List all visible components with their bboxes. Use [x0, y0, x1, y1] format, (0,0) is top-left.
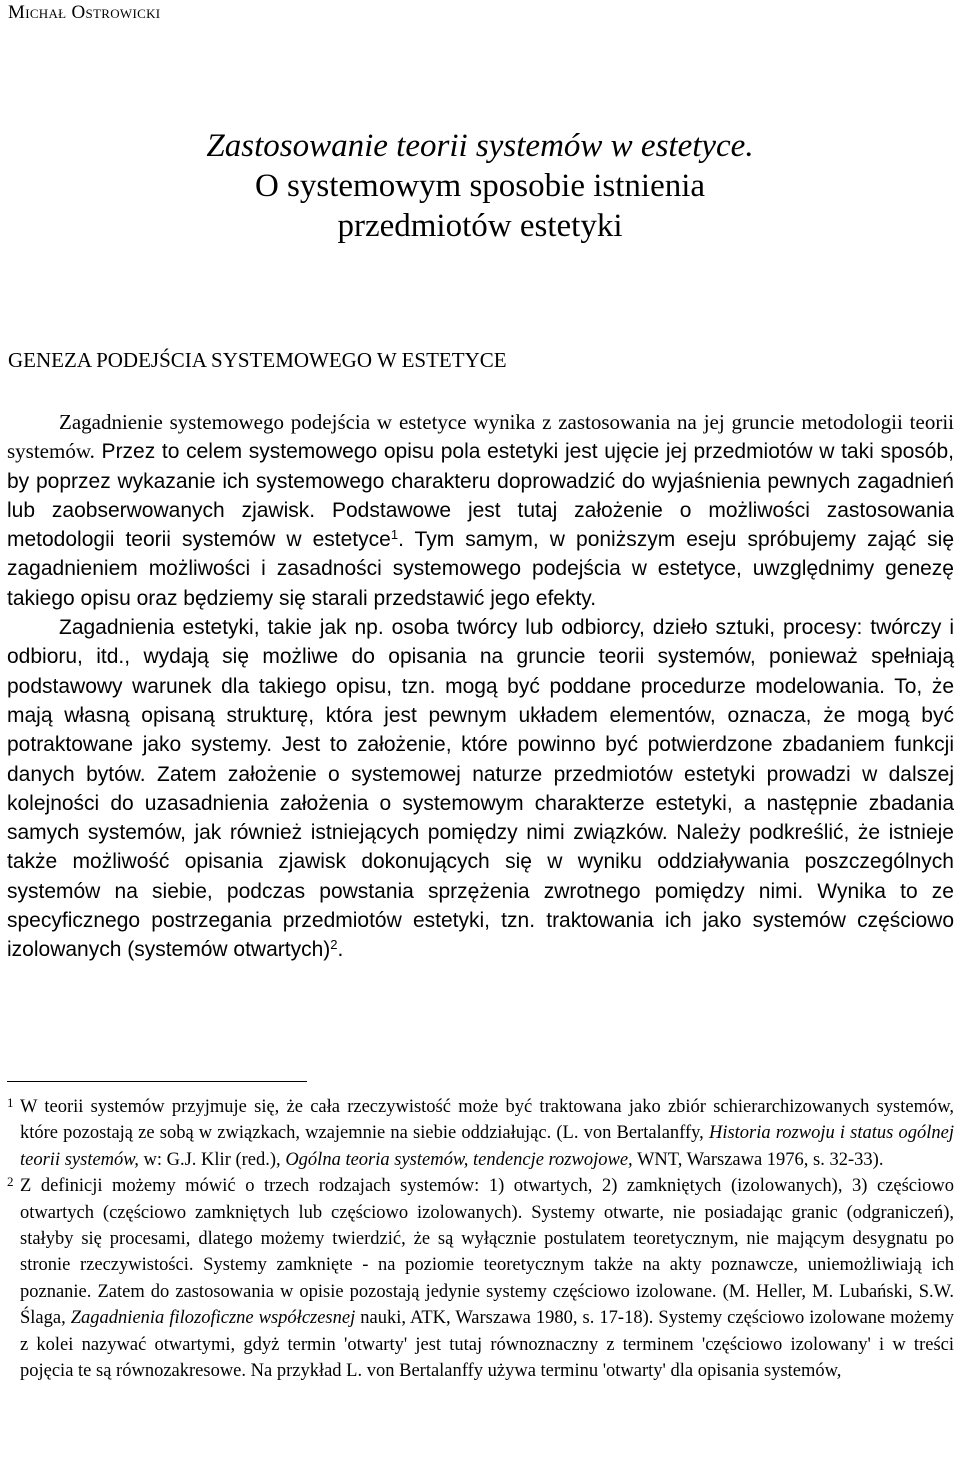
- body-text: [7, 408, 954, 965]
- article-title: [0, 126, 960, 246]
- footnote-ref-2[interactable]: 2: [330, 937, 338, 953]
- section-heading: GENEZA PODEJŚCIA SYSTEMOWEGO W ESTETYCE: [8, 348, 507, 372]
- paragraph-2-text: Zagadnienia estetyki, takie jak np. osoba twórcy lub odbiorcy, dzieło sztuki, procesy: twórczy i odbioru, itd., wydają się możliwe do opisania na gruncie teorii systemów, ponieważ spełniają podstawowy warunek dla takiego opisu, tzn. mogą być poddane procedurze modelowania. To, że mają własną opisaną strukturę, która jest pewnym układem elementów, oznacza, że mogą być potraktowane jako systemy. Jest to założenie, które powinno być potwierdzone zbadaniem funkcji danych bytów. Zatem założenie o systemowej naturze przedmiotów estetyki prowadzi w dalszej kolejności do uzasadnienia założenia o systemowym charakterze estetyki, a następnie zbadania samych systemów, jak również istniejących pomiędzy nimi związków. Należy podkreślić, że istnieje także możliwość opisania zjawisk dokonujących się w wyniku oddziaływania poszczególnych systemów na siebie, podczas powstania sprzężenia zwrotnego pomiędzy nimi. Wynika to ze specyficznego postrzegania przedmiotów estetyki, tzn. traktowania ich jako systemów częściowo izolowanych (systemów otwartych): [7, 616, 954, 962]
- paragraph-1-text: Przez to celem systemowego opisu pola estetyki jest ujęcie jej przedmiotów w taki sposób, by poprzez wykazanie ich systemowego charakteru doprowadzić do wyjaśnienia pewnych zagadnień lub zaobserwowanych zjawisk. Podstawowe jest tutaj założenie o możliwości zastosowania metodologii teorii systemów w estetyce: [7, 440, 954, 552]
- footnote-2-title: Zagadnienia filozoficzne współczesnej: [70, 1308, 356, 1329]
- title-line-1: Zastosowanie teorii systemów w estetyce.: [206, 128, 754, 164]
- footnote-1-title-b: Ogólna teoria systemów, tendencje rozwojowe,: [285, 1149, 633, 1170]
- paragraph-1-text-after: . Tym samym, w poniższym eseju spróbujemy zająć się zagadnieniem możliwości i zasadności systemowego podejścia w estetyce, uwzględnimy genezę takiego opisu oraz będziemy się starali przedstawić jego efekty.: [7, 528, 954, 610]
- paragraph-1: [7, 408, 954, 613]
- footnote-1: [7, 1094, 954, 1173]
- footnote-2-text-b: nauki, ATK, Warszawa 1980, s. 17-18). Systemy częściowo izolowane możemy z kolei nazywać otwartymi, gdyż termin 'otwarty' jest tutaj równoznaczny z terminem 'częściowo izolowany' i w treści pojęcia te są równozakresowe. Na przykład L. von Bertalanffy używa terminu 'otwarty' dla opisania systemów,: [20, 1308, 955, 1382]
- footnotes: [7, 1094, 954, 1384]
- title-line-3: przedmiotów estetyki: [337, 208, 623, 244]
- paragraph-1-lead: Zagadnienie systemowego podejścia w estetyce wynika z zastosowania na jej gruncie metodologii teorii systemów.: [7, 410, 954, 464]
- footnote-separator: [7, 1081, 307, 1082]
- footnote-1-text-c: WNT, Warszawa 1976, s. 32-33).: [632, 1149, 884, 1170]
- footnote-2-text-a: Z definicji możemy mówić o trzech rodzajach systemów: 1) otwartych, 2) zamkniętych (izolowanych), 3) częściowo otwartych (częściowo zamkniętych lub częściowo izolowanych). Systemy otwarte, nie posiadając granic (odgraniczeń), stałyby się procesami, dlatego możemy twierdzić, że są wyłącznie postulatem teoretycznym, nie mającym desygnatu po stronie rzeczywistości. Systemy zamknięte - na poziomie teoretycznym także na akty poznawcze, uniemożliwiają ich poznanie. Zatem do zastosowania w opisie pozostają jedynie systemy częściowo izolowane. (M. Heller, M. Lubański, S.W. Ślaga,: [20, 1176, 954, 1329]
- footnote-2: [7, 1173, 954, 1384]
- footnote-1-mark: 1: [7, 1095, 14, 1110]
- footnote-ref-1[interactable]: 1: [390, 527, 399, 543]
- footnote-1-text-b: w: G.J. Klir (red.),: [138, 1149, 286, 1170]
- title-line-2: O systemowym sposobie istnienia: [254, 168, 706, 204]
- paragraph-2: [7, 613, 954, 965]
- footnote-1-title-a: Historia rozwoju i status ogólnej teorii systemów,: [20, 1123, 954, 1170]
- footnote-1-text-a: W teorii systemów przyjmuje się, że cała rzeczywistość może być traktowana jako zbiór schierarchizowanych systemów, które pozostają ze sobą w związkach, wzajemnie na siebie oddziałując. (L. von Bertalanffy,: [20, 1097, 954, 1144]
- footnote-2-mark: 2: [7, 1174, 14, 1190]
- paragraph-2-end: .: [337, 938, 344, 962]
- author-name: Michał Ostrowicki: [8, 2, 161, 23]
